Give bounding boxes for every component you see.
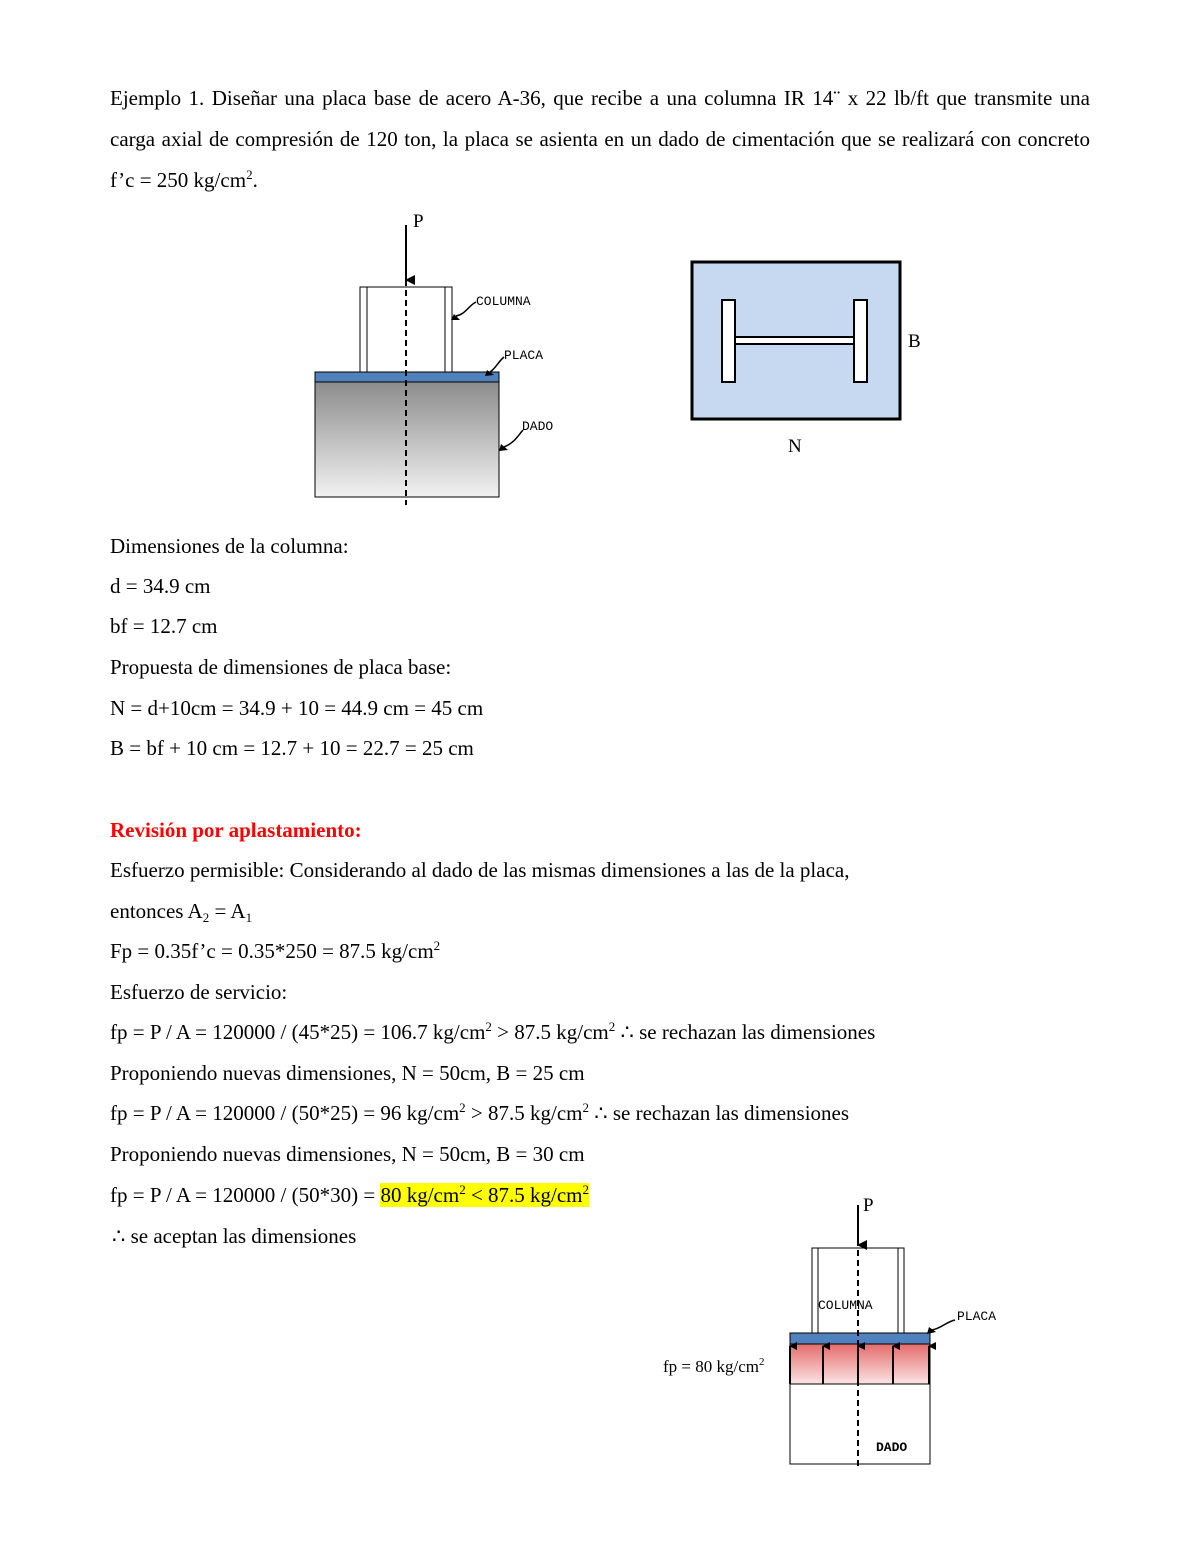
revision-heading: Revisión por aplastamiento: bbox=[110, 818, 362, 842]
dado-label: DADO bbox=[522, 419, 554, 434]
i-section-left-flange bbox=[722, 300, 735, 382]
proposal-3: Proponiendo nuevas dimensiones, N = 50cm, B = 30 cm bbox=[110, 1142, 585, 1166]
pressure-block bbox=[790, 1344, 930, 1384]
figure-elevation bbox=[300, 205, 580, 510]
trial-2-sup-b: 2 bbox=[582, 1100, 590, 1115]
area-sub-a: 2 bbox=[202, 910, 210, 925]
area-eq: = A bbox=[209, 899, 246, 923]
fp-label bbox=[663, 1356, 765, 1376]
trial-2-b: > 87.5 kg/cm bbox=[465, 1101, 583, 1125]
i-section-web bbox=[735, 337, 854, 344]
trial-3-hl-b: < 87.5 kg/cm bbox=[465, 1183, 583, 1207]
allowable-text: Esfuerzo permisible: Considerando al dado de las mismas dimensiones a las de la placa, bbox=[110, 858, 850, 882]
area-equality bbox=[110, 897, 252, 925]
intro-sup: 2 bbox=[246, 167, 253, 182]
column-d: d = 34.9 cm bbox=[110, 574, 211, 598]
intro-end: . bbox=[252, 168, 258, 192]
dado-label-2: DADO bbox=[876, 1440, 908, 1455]
load-label: P bbox=[413, 211, 424, 232]
trial-3 bbox=[110, 1181, 589, 1209]
plate-label-2: PLACA bbox=[957, 1309, 997, 1324]
service-heading: Esfuerzo de servicio: bbox=[110, 980, 288, 1004]
fp-cap bbox=[110, 937, 440, 965]
trial-1-b: > 87.5 kg/cm bbox=[491, 1020, 609, 1044]
trial-2 bbox=[110, 1099, 849, 1127]
plate-label: PLACA bbox=[504, 348, 544, 363]
base-plate-2 bbox=[790, 1333, 930, 1344]
example-label: Ejemplo 1. bbox=[110, 86, 205, 110]
trial-3-highlight bbox=[380, 1183, 589, 1207]
i-section-right-flange bbox=[854, 300, 867, 382]
trial-1-c: ∴ se rechazan las dimensiones bbox=[615, 1020, 876, 1044]
trial-1-sup-b: 2 bbox=[608, 1019, 616, 1034]
figure-pressure bbox=[655, 1190, 1045, 1470]
column-label: COLUMNA bbox=[476, 294, 531, 309]
trial-2-sup-a: 2 bbox=[459, 1100, 466, 1115]
trial-3-sup-b: 2 bbox=[582, 1182, 590, 1197]
area-then: entonces A bbox=[110, 899, 203, 923]
b-label: B bbox=[908, 331, 921, 352]
plate-proposal-heading: Propuesta de dimensiones de placa base: bbox=[110, 655, 452, 679]
trial-1-sup-a: 2 bbox=[485, 1019, 492, 1034]
column-label-2: COLUMNA bbox=[818, 1298, 873, 1313]
trial-2-c: ∴ se rechazan las dimensiones bbox=[589, 1101, 850, 1125]
fp-label-sup: 2 bbox=[759, 1356, 765, 1368]
area-sub-b: 1 bbox=[245, 910, 253, 925]
fp-label-text: fp = 80 kg/cm bbox=[663, 1357, 759, 1376]
trial-3-hl-a: 80 kg/cm bbox=[380, 1183, 460, 1207]
plate-b-calc: B = bf + 10 cm = 12.7 + 10 = 22.7 = 25 cm bbox=[110, 736, 474, 760]
figure-plan bbox=[680, 250, 940, 460]
dado-block-2 bbox=[790, 1384, 930, 1464]
trial-3-a: fp = P / A = 120000 / (50*30) = bbox=[110, 1183, 381, 1207]
proposal-2: Proponiendo nuevas dimensiones, N = 50cm, B = 25 cm bbox=[110, 1061, 585, 1085]
trial-2-a: fp = P / A = 120000 / (50*25) = 96 kg/cm bbox=[110, 1101, 460, 1125]
fp-cap-sup: 2 bbox=[433, 938, 441, 953]
column-shape bbox=[360, 287, 452, 372]
trial-1 bbox=[110, 1018, 875, 1046]
fp-cap-text: Fp = 0.35f’c = 0.35*250 = 87.5 kg/cm bbox=[110, 939, 434, 963]
intro-text: Diseñar una placa base de acero A-36, que recibe a una columna IR 14¨ x 22 lb/ft que transmite una carga axial de compresión de 120 ton, la placa se asienta en un dado de cimentación que se realizará con concreto f’c = 250 kg/cm bbox=[110, 86, 1090, 192]
n-label: N bbox=[788, 436, 802, 457]
trial-3-sup-a: 2 bbox=[459, 1182, 466, 1197]
load-label-2: P bbox=[863, 1195, 874, 1216]
column-bf: bf = 12.7 cm bbox=[110, 614, 218, 638]
column-dims-heading: Dimensiones de la columna: bbox=[110, 534, 349, 558]
intro-paragraph bbox=[110, 78, 1090, 201]
trial-1-a: fp = P / A = 120000 / (45*25) = 106.7 kg/cm bbox=[110, 1020, 486, 1044]
accept-text: ∴ se aceptan las dimensiones bbox=[112, 1224, 357, 1248]
plate-n-calc: N = d+10cm = 34.9 + 10 = 44.9 cm = 45 cm bbox=[110, 696, 484, 720]
dado-block bbox=[315, 382, 499, 497]
